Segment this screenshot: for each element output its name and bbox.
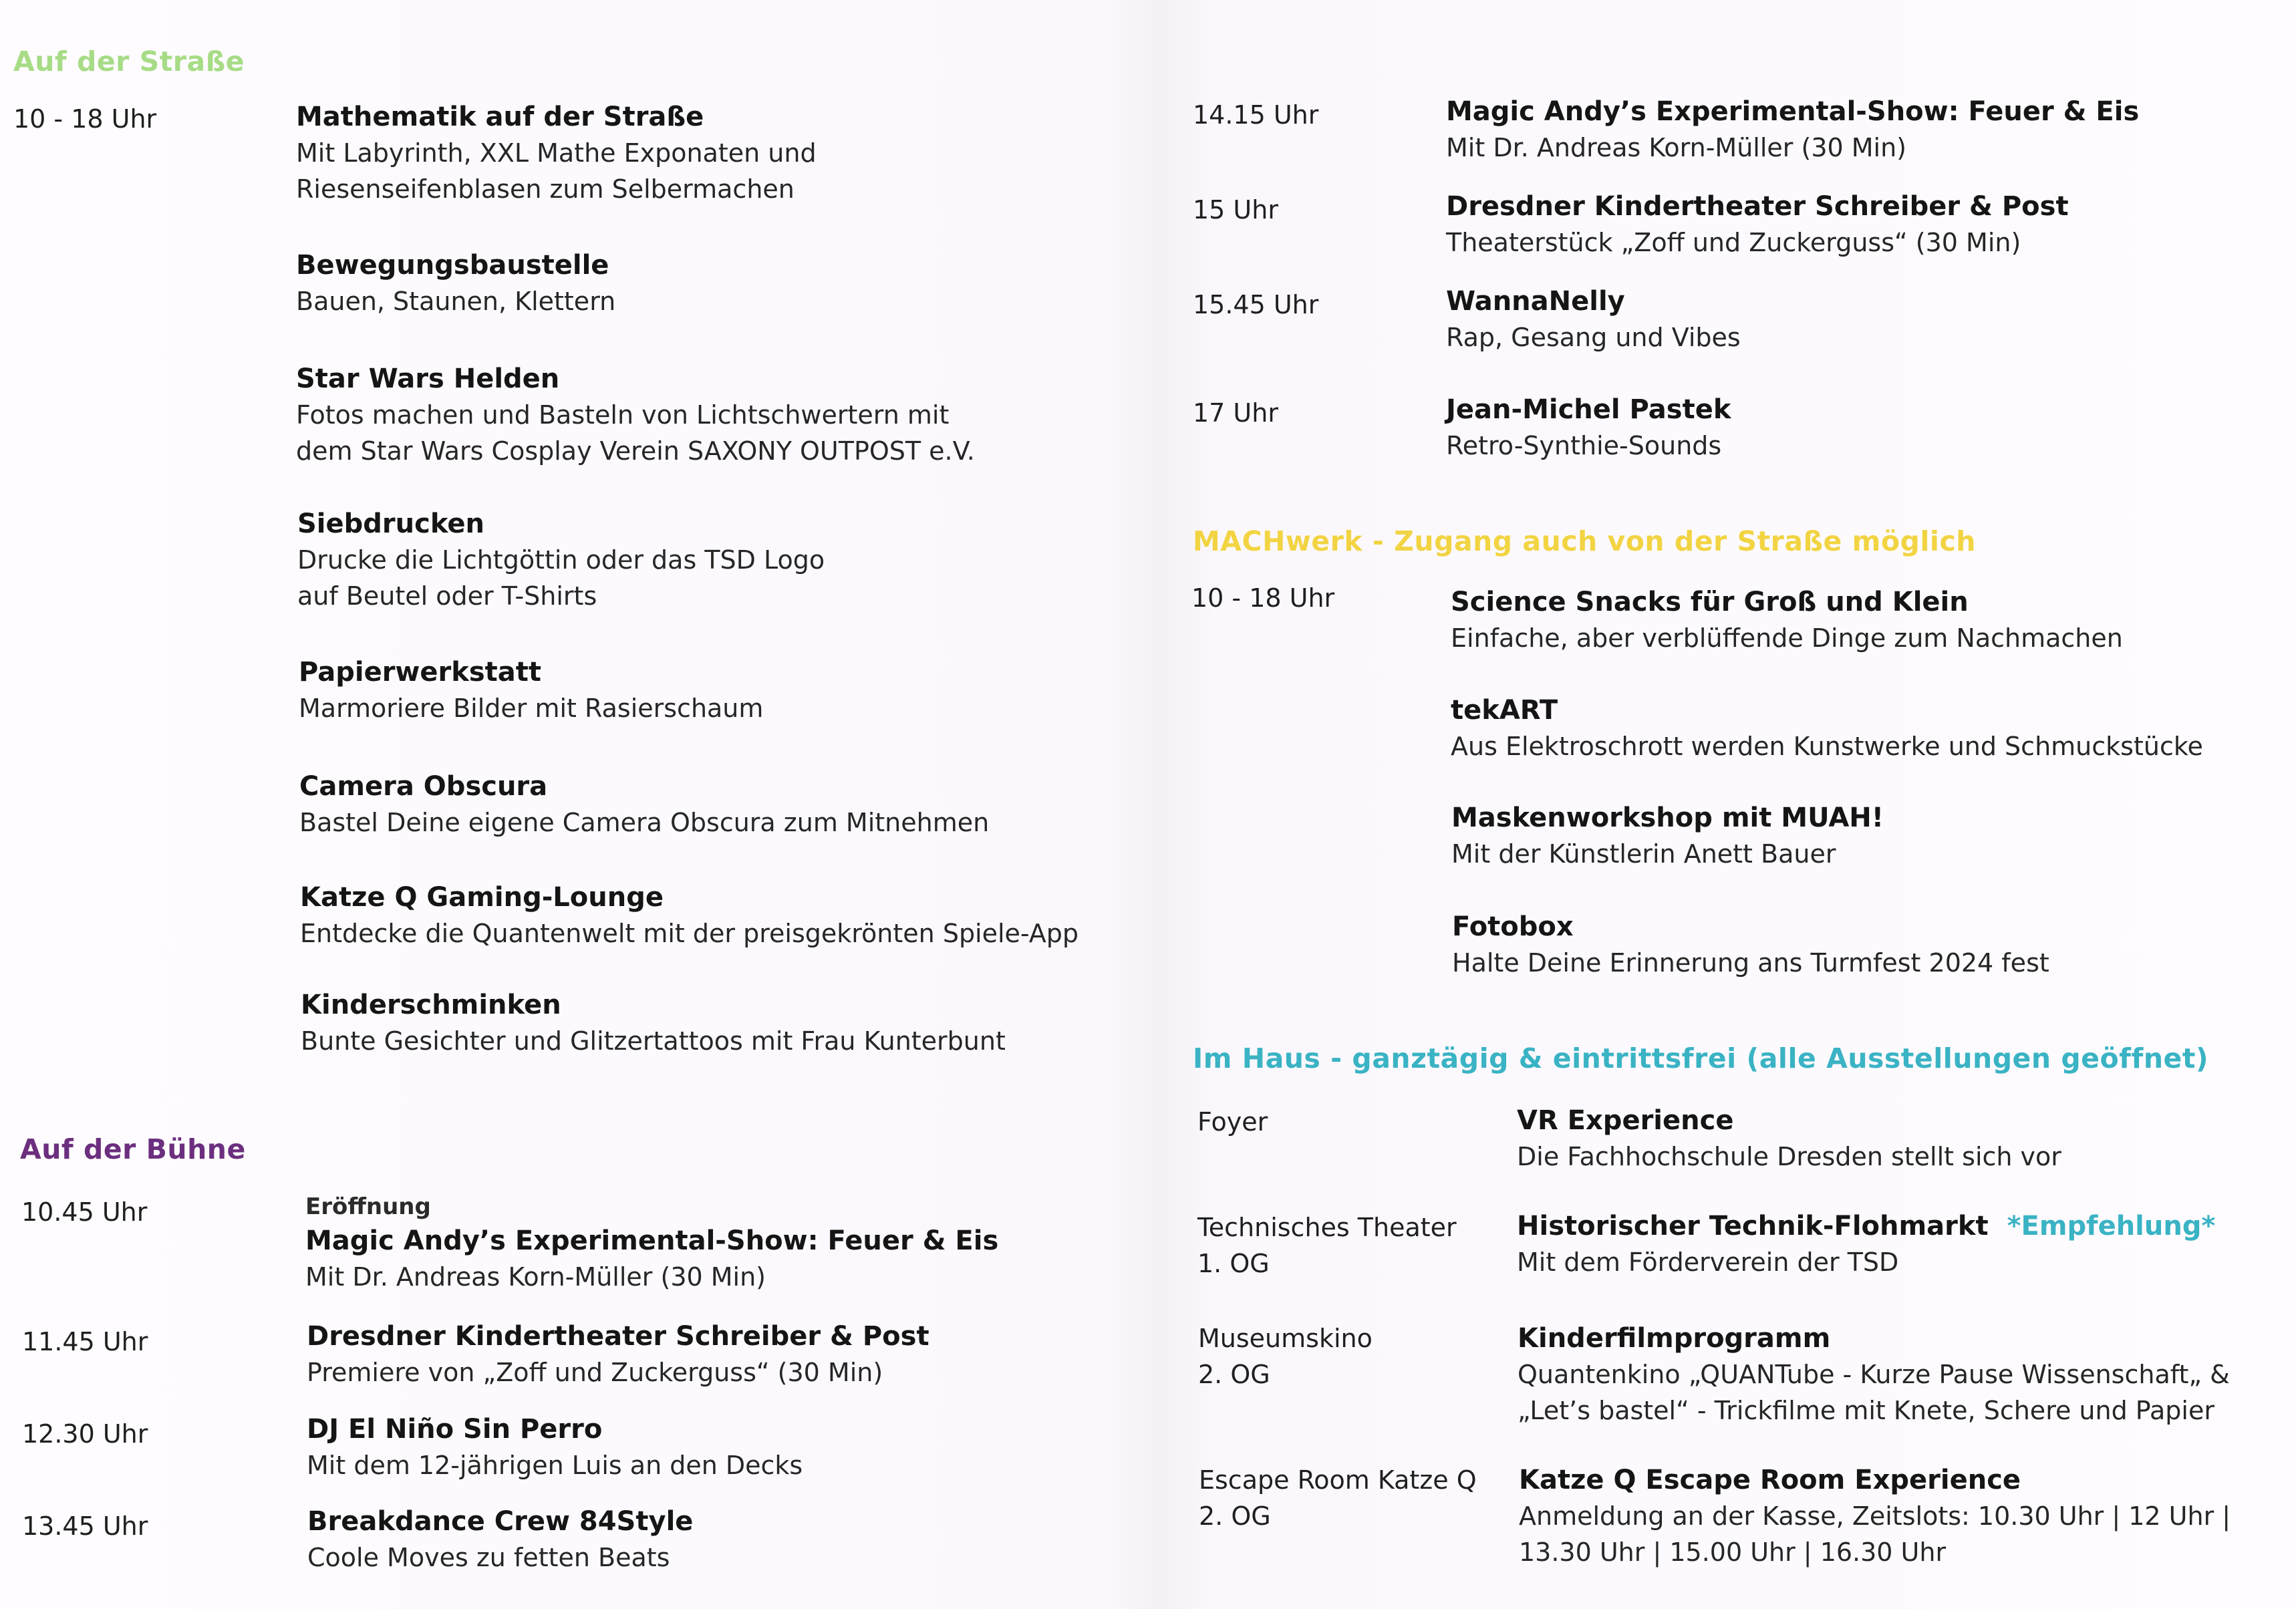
time-1415: 14.15 Uhr (1193, 100, 1319, 130)
event-desc: Premiere von „Zoff und Zuckerguss“ (30 Min) (307, 1358, 883, 1387)
event-title: Kinderfilmprogramm (1518, 1323, 1831, 1354)
event-desc: Bunte Gesichter und Glitzertattoos mit Frau Kunterbunt (301, 1026, 1006, 1056)
event-desc: Retro-Synthie-Sounds (1446, 431, 1722, 460)
event-tekart (1451, 692, 2203, 764)
event-science-snacks (1451, 584, 2123, 656)
event-desc: Anmeldung an der Kasse, Zeitslots: 10.30 Uhr | 12 Uhr | (1519, 1501, 2231, 1531)
event-kinderfilmprogramm (1518, 1320, 2230, 1429)
section-heading-buehne: Auf der Bühne (20, 1133, 246, 1165)
section-heading-machwerk: MACHwerk - Zugang auch von der Straße möglich (1193, 525, 1976, 557)
event-desc: Halte Deine Erinnerung ans Turmfest 2024 fest (1452, 948, 2049, 978)
event-title: Kinderschminken (301, 990, 561, 1020)
event-title: Magic Andy’s Experimental-Show: Feuer & Eis (305, 1225, 999, 1256)
event-title: Katze Q Gaming-Lounge (300, 882, 664, 913)
time-17: 17 Uhr (1193, 398, 1278, 428)
place-floor: 1. OG (1197, 1249, 1270, 1278)
time-15: 15 Uhr (1193, 195, 1278, 225)
event-kindertheater-1 (307, 1318, 929, 1391)
event-gaming-lounge (300, 879, 1079, 952)
event-vr-experience (1517, 1103, 2061, 1175)
event-desc: Mit dem Förderverein der TSD (1517, 1248, 1899, 1277)
event-title: WannaNelly (1446, 286, 1625, 317)
event-desc: auf Beutel oder T-Shirts (297, 581, 597, 611)
event-desc: Rap, Gesang und Vibes (1446, 323, 1741, 352)
event-desc: Bastel Deine eigene Camera Obscura zum Mitnehmen (299, 808, 990, 837)
event-desc: Fotos machen und Basteln von Lichtschwertern mit (296, 400, 950, 430)
event-desc: Mit Labyrinth, XXL Mathe Exponaten und (296, 138, 817, 168)
event-desc: dem Star Wars Cosplay Verein SAXONY OUTPOST e.V. (296, 436, 975, 466)
place-technisches-theater: Technisches Theater (1197, 1213, 1457, 1242)
event-papierwerkstatt (299, 654, 763, 726)
event-title: Dresdner Kindertheater Schreiber & Post (1446, 191, 2069, 222)
event-desc: Entdecke die Quantenwelt mit der preisgekrönten Spiele-App (300, 919, 1079, 948)
event-flohmarkt (1517, 1208, 2215, 1280)
event-fotobox (1452, 909, 2049, 981)
place-floor: 2. OG (1198, 1360, 1270, 1389)
event-kinderschminken (301, 987, 1006, 1059)
event-bewegungsbaustelle (296, 247, 615, 319)
event-desc: „Let’s bastel“ - Trickfilme mit Knete, Schere und Papier (1518, 1396, 2214, 1425)
event-magic-andy-2 (1446, 94, 2139, 166)
event-kindertheater-2 (1446, 188, 2069, 261)
event-title: Breakdance Crew 84Style (307, 1506, 694, 1537)
event-desc: Mit Dr. Andreas Korn-Müller (30 Min) (305, 1262, 766, 1292)
event-title: Katze Q Escape Room Experience (1519, 1465, 2021, 1495)
event-desc: Mit der Künstlerin Anett Bauer (1451, 839, 1836, 869)
event-escape-room (1519, 1462, 2231, 1570)
event-title: tekART (1451, 695, 1558, 726)
event-pastek (1446, 392, 1731, 464)
event-title: VR Experience (1517, 1105, 1734, 1136)
time-1545: 15.45 Uhr (1193, 290, 1319, 319)
event-star-wars (296, 361, 975, 469)
time-machwerk: 10 - 18 Uhr (1191, 583, 1335, 613)
place-floor: 2. OG (1199, 1501, 1271, 1531)
event-breakdance (307, 1503, 693, 1576)
event-desc: Riesenseifenblasen zum Selbermachen (296, 174, 795, 204)
event-desc: 13.30 Uhr | 15.00 Uhr | 16.30 Uhr (1519, 1538, 1947, 1567)
event-siebdrucken (297, 506, 825, 614)
event-mathematik (296, 99, 817, 207)
time-1230: 12.30 Uhr (22, 1419, 148, 1449)
event-title: Siebdrucken (297, 508, 484, 539)
time-1345: 13.45 Uhr (22, 1511, 148, 1541)
place-museumskino: Museumskino (1198, 1324, 1373, 1353)
event-magic-andy-1 (305, 1191, 998, 1295)
event-dj (307, 1411, 803, 1483)
time-strasse: 10 - 18 Uhr (13, 104, 157, 134)
event-wannanelly (1446, 283, 1741, 355)
event-maskenworkshop (1451, 800, 1884, 872)
event-desc: Quantenkino „QUANTube - Kurze Pause Wissenschaft„ & (1518, 1360, 2230, 1389)
time-1145: 11.45 Uhr (22, 1327, 148, 1356)
event-title (1517, 1208, 2215, 1244)
event-title: Dresdner Kindertheater Schreiber & Post (307, 1321, 929, 1352)
place-escape-room: Escape Room Katze Q (1199, 1465, 1477, 1495)
event-desc: Mit dem 12-jährigen Luis an den Decks (307, 1451, 803, 1480)
section-heading-strasse: Auf der Straße (13, 45, 245, 78)
event-desc: Theaterstück „Zoff und Zuckerguss“ (30 Min) (1446, 228, 2021, 257)
event-title: Bewegungsbaustelle (296, 250, 609, 281)
event-desc: Die Fachhochschule Dresden stellt sich vor (1517, 1142, 2061, 1171)
event-desc: Drucke die Lichtgöttin oder das TSD Logo (297, 545, 825, 575)
event-title-text: Historischer Technik-Flohmarkt (1517, 1211, 1989, 1241)
event-desc: Marmoriere Bilder mit Rasierschaum (299, 694, 764, 723)
event-title: Camera Obscura (299, 771, 548, 802)
event-desc: Coole Moves zu fetten Beats (307, 1543, 670, 1572)
event-camera-obscura (299, 768, 989, 841)
place-foyer: Foyer (1197, 1107, 1268, 1137)
event-title: Fotobox (1452, 911, 1574, 942)
event-title: Magic Andy’s Experimental-Show: Feuer & Eis (1446, 96, 2140, 127)
event-title: Papierwerkstatt (299, 657, 542, 688)
section-heading-haus: Im Haus - ganztägig & eintrittsfrei (alle Ausstellungen geöffnet) (1193, 1042, 2209, 1074)
recommendation-badge: *Empfehlung* (2007, 1211, 2216, 1241)
event-pretitle: Eröffnung (305, 1193, 431, 1220)
event-title: Mathematik auf der Straße (296, 102, 704, 132)
event-desc: Aus Elektroschrott werden Kunstwerke und Schmuckstücke (1451, 732, 2203, 761)
event-desc: Mit Dr. Andreas Korn-Müller (30 Min) (1446, 133, 1907, 162)
event-desc: Einfache, aber verblüffende Dinge zum Nachmachen (1451, 623, 2123, 653)
time-1045: 10.45 Uhr (21, 1197, 148, 1227)
event-title: Star Wars Helden (296, 363, 560, 394)
event-title: Jean-Michel Pastek (1446, 394, 1731, 425)
event-desc: Bauen, Staunen, Klettern (296, 287, 616, 316)
event-title: DJ El Niño Sin Perro (307, 1414, 603, 1445)
event-title: Maskenworkshop mit MUAH! (1451, 802, 1884, 833)
event-title: Science Snacks für Groß und Klein (1451, 587, 1969, 617)
